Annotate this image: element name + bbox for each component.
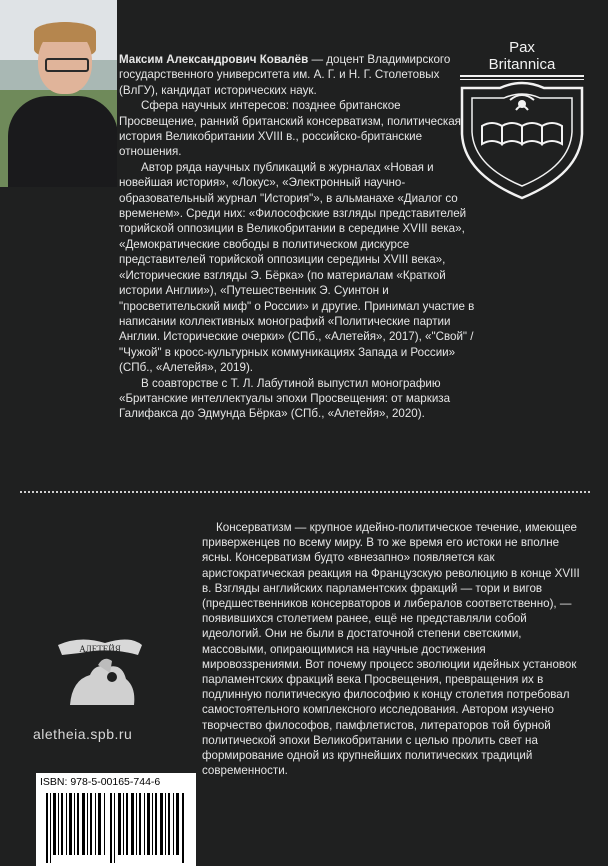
isbn-label: ISBN: 978-5-00165-744-6 [40, 776, 161, 788]
barcode-icon [44, 793, 188, 863]
series-logo-line1: Pax [509, 39, 535, 56]
publisher-logo-text: АЛЕТЕЙЯ [79, 644, 121, 654]
author-bio [119, 52, 479, 422]
author-bio-intro: — доцент Владимирского государственного университета им. А. Г. и Н. Г. Столетовых (ВлГУ), кандидат исторических наук. [119, 53, 451, 97]
publisher-logo [50, 625, 150, 710]
annotation-text: Консерватизм — крупное идейно-политическое течение, имеющее приверженцев по всему миру. В то же время его истоки не вполне ясны. Консерватизм будто «внезапно» появляется как аристократическая реакция на Французскую революцию в конце XVIII в. Взгляды английских парламентских фракций — тори и вигов (предшественников консерваторов и либералов соответственно), — появившихся столетием ранее, ещё не представляли собой идеологий. Они не были в достаточной степени светскими, массовыми, опирающимися на научные достижения мировоззрениями. Вот почему процесс эволюции идейных установок парламентских фракций века Просвещения, превращения их в подлинную политическую философию к концу столетия потребовал самостоятельного комплексного исследования. Автором изучено творчество философов, памфлетистов, литераторов той бурной политической эпохи Великобритании с целью пролить свет на формирование одной из крупнейших политических традиций современности. [202, 521, 580, 778]
author-photo [0, 0, 117, 187]
barcode [36, 773, 196, 866]
shield-icon [452, 14, 592, 204]
series-logo-line2: Britannica [488, 56, 556, 73]
author-name: Максим Александрович Ковалёв [119, 53, 309, 66]
series-logo [452, 14, 592, 204]
lion-icon [50, 625, 150, 710]
publisher-website: aletheia.spb.ru [33, 726, 133, 742]
author-bio-monograph: В соавторстве с Т. Л. Лабутиной выпустил монографию «Британские интеллектуалы эпохи Просвещения: от маркиза Галифакса до Эдмунда Бёрка» (СПб., «Алетейя», 2020). [119, 376, 451, 421]
author-bio-publications: Автор ряда научных публикаций в журналах «Новая и новейшая история», «Локус», «Электронный научно-образовательный журнал "История"», в альманахе «Диалог со временем». Среди них: «Философские взгляды представителей торийской оппозиции в Великобритании в середине XVIII века», «Демократические свободы в политическом дискурсе представителей торийской оппозиции середины XVIII века», «Исторические взгляды Э. Бёрка» (по материалам «Краткой истории Англии»), «Путешественник Э. Суинтон и "просветительский миф" о России» и другие. Принимал участие в написании коллективных монографий «Политические партии Англии. Исторические очерки» (СПб., «Алетейя», 2017), «"Свой" / "Чужой" в кросс-культурных коммуникациях Запада и России» (СПб., «Алетейя», 2019). [119, 160, 475, 375]
author-bio-interests: Сфера научных интересов: позднее британское Просвещение, ранний британский консерватизм, политическая история Великобритании XVIII в., российско-британские отношения. [119, 99, 461, 159]
annotation [202, 520, 587, 778]
divider [20, 491, 590, 493]
